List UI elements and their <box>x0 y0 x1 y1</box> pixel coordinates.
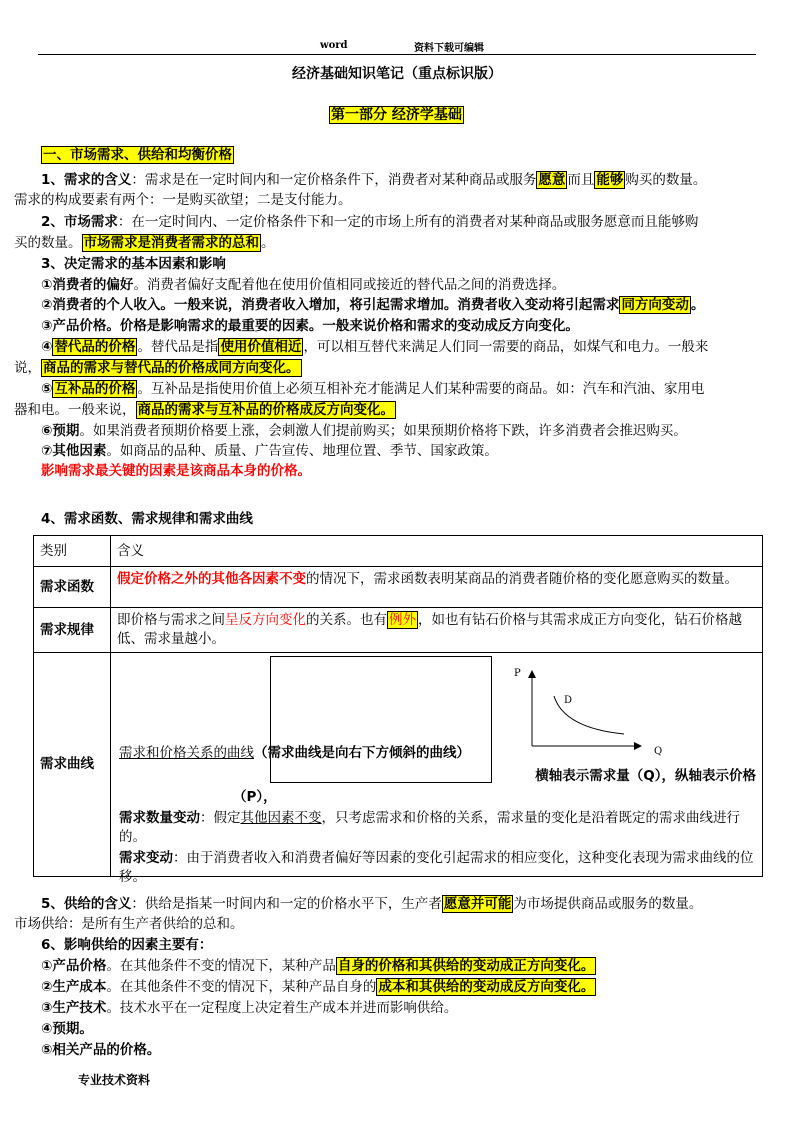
p5-text2: 为市场提供商品或服务的数量。 <box>513 896 703 912</box>
row-name-demand-curve: 需求曲线 <box>34 653 111 877</box>
axis-desc: 横轴表示需求量（Q），纵轴表示价格 <box>535 768 756 784</box>
p2-hl: 市场需求是消费者需求的总和 <box>83 235 259 251</box>
graph-q-label: Q <box>654 746 663 757</box>
axis-desc-2: （P）， <box>233 789 277 805</box>
f4-hl2: 使用价值相近 <box>220 339 302 355</box>
f5-hl2: 商品的需求与互补品的价格成反方向变化。 <box>137 402 394 418</box>
section-heading-text: 一、市场需求、供给和均衡价格 <box>43 147 232 163</box>
s1 <box>41 956 596 976</box>
s5: ⑤相关产品的价格。 <box>41 1042 161 1058</box>
p1-text3: 购买的数量。 <box>625 172 707 188</box>
qty-change <box>119 809 756 847</box>
f7-label: ⑦其他因素 <box>41 443 107 459</box>
curve-desc-bold: （需求曲线是向右下方倾斜的曲线） <box>254 745 470 761</box>
f4-text1: 。替代品是指 <box>137 339 219 355</box>
s2-text: 。在其他条件不变的情况下，某种产品自身的 <box>106 979 377 995</box>
f4-text2: ，可以相互替代来满足人们同一需要的商品，如煤气和电力。一般来 <box>303 339 709 355</box>
p1-hl2: 能够 <box>596 172 624 188</box>
table-header-meaning: 含义 <box>111 536 763 567</box>
f4-line2 <box>14 358 302 378</box>
f4-line1 <box>41 337 708 357</box>
f5-hl1: 互补品的价格 <box>54 381 136 397</box>
p5-label: 5、供给的含义 <box>41 896 132 912</box>
f6-label: ⑥预期 <box>41 423 80 439</box>
f7 <box>41 441 498 461</box>
p4-heading: 4、需求函数、需求规律和需求曲线 <box>41 511 253 527</box>
f2 <box>41 295 704 315</box>
f4-hl3: 商品的需求与替代品的价格成同方向变化。 <box>43 360 300 376</box>
s4: ④预期。 <box>41 1021 93 1037</box>
table-header-category: 类别 <box>34 536 111 567</box>
graph-p-label: P <box>514 668 521 679</box>
row-content-demand-law <box>111 608 763 653</box>
part-title <box>329 104 464 124</box>
p2-text2: 买的数量。 <box>14 235 82 251</box>
qty-text1: ：假定 <box>200 810 241 826</box>
r2-hl: 例外 <box>389 612 416 628</box>
f4-text3: 说， <box>14 360 41 376</box>
p5-line1 <box>41 894 702 914</box>
p2-line2 <box>14 233 275 253</box>
p6-heading: 6、影响供给的因素主要有： <box>41 937 213 953</box>
f5-text2: 器和电。一般来说， <box>14 402 136 418</box>
demand-change <box>119 849 756 887</box>
p1-text2: 而且 <box>567 172 595 188</box>
row-name-demand-law: 需求规律 <box>34 608 111 653</box>
table-header-row <box>34 536 763 567</box>
page-footer: 专业技术资料 <box>78 1073 151 1087</box>
s1-label: ①产品价格 <box>41 958 107 974</box>
demand-table <box>33 535 763 885</box>
page-header <box>38 38 756 55</box>
graph-y-arrow <box>528 670 536 678</box>
row-name-demand-function: 需求函数 <box>34 567 111 608</box>
f4-hl1: 替代品的价格 <box>54 339 136 355</box>
s3-label: ③生产技术 <box>41 1000 107 1016</box>
qty-text2: ，只考虑需求和价格的关系，需求量的变化是沿着既定的需求曲线进行的。 <box>119 810 740 845</box>
r1-text: 的情况下，需求函数表明某商品的消费者随价格的变化愿意购买的数量。 <box>306 571 738 587</box>
demand-curve-graph <box>506 658 666 758</box>
p5-line2: 市场供给：是所有生产者供给的总和。 <box>14 916 244 932</box>
r2-text1: 即价格与需求之间 <box>117 612 225 628</box>
table-row <box>34 608 763 653</box>
s3-text: 。技术水平在一定程度上决定着生产成本并进而影响供给。 <box>106 1000 458 1016</box>
key-note: 影响需求最关键的因素是该商品本身的价格。 <box>41 463 311 479</box>
f5-mark: ⑤ <box>41 381 53 397</box>
p3-label: 3、决定需求的基本因素和影响 <box>41 256 226 272</box>
row-content-demand-curve <box>111 653 763 885</box>
r2-text3: ，如也有钻石价格与其需求成正方向变化，钻石价格越低、需求量越小。 <box>117 612 742 647</box>
graph-placeholder-box <box>270 656 492 783</box>
qty-label: 需求数量变动 <box>119 810 200 826</box>
f5-text1: 。互补品是指使用价值上必须互相补充才能满足人们某种需要的商品。如：汽车和汽油、家用电 <box>137 381 705 397</box>
s2 <box>41 977 596 997</box>
s1-text: 。在其他条件不变的情况下，某种产品 <box>106 958 336 974</box>
p2-end: 。 <box>261 235 275 251</box>
curve-desc-text: 需求和价格关系的曲线 <box>119 745 254 761</box>
s1-hl: 自身的价格和其供给的变动成正方向变化。 <box>337 958 595 974</box>
f3: ③产品价格。价格是影响需求的最重要的因素。一般来说价格和需求的变动成反方向变化。 <box>41 318 579 334</box>
r2-red: 呈反方向变化 <box>225 612 306 628</box>
f6-text: 。如果消费者预期价格要上涨，会刺激人们提前购买；如果预期价格将下跌，许多消费者会推迟购买。 <box>79 423 687 439</box>
f2-end: 。 <box>690 297 705 313</box>
p2-label: 2、市场需求 <box>41 214 118 230</box>
f1-label: ①消费者的偏好 <box>41 277 134 293</box>
row-content-demand-function <box>111 567 763 608</box>
s3 <box>41 998 457 1018</box>
p1-line1 <box>41 170 706 190</box>
s2-hl: 成本和其供给的变动成反方向变化。 <box>378 979 595 995</box>
f1-text: 。消费者偏好支配着他在使用价值相同或接近的替代品之间的消费选择。 <box>133 277 566 293</box>
chg-label: 需求变动 <box>119 850 173 866</box>
r1-red: 假定价格之外的其他各因素不变 <box>117 571 306 587</box>
chg-text: ：由于消费者收入和消费者偏好等因素的变化引起需求的相应变化，这种变化表现为需求曲线的位移。 <box>119 850 754 885</box>
qty-hl: 其他因素不变 <box>240 810 322 826</box>
table-row <box>34 653 763 877</box>
f6 <box>41 421 687 441</box>
p1-label: 1、需求的含义 <box>41 172 132 188</box>
part-highlight: 第一部分 经济学基础 <box>331 107 462 123</box>
graph-x-arrow <box>634 742 642 750</box>
f1 <box>41 275 565 295</box>
r2-text2: 的关系。也有 <box>306 612 387 628</box>
p3 <box>41 254 226 274</box>
p5-text1: ：供给是指某一时间内和一定的价格水平下，生产者 <box>131 896 442 912</box>
graph-d-label: D <box>564 695 573 706</box>
curve-desc <box>119 744 470 763</box>
table-row <box>34 567 763 608</box>
p1-line2: 需求的构成要素有两个：一是购买欲望；二是支付能力。 <box>14 192 352 208</box>
f5-line2 <box>14 400 396 420</box>
f4-mark: ④ <box>41 339 53 355</box>
f2-hl: 同方向变动 <box>621 297 689 313</box>
p5-hl: 愿意并可能 <box>443 896 512 912</box>
header-left: word <box>320 40 348 51</box>
p1-text1: ：需求是在一定时间内和一定价格条件下，消费者对某种商品或服务 <box>131 172 537 188</box>
s2-label: ②生产成本 <box>41 979 107 995</box>
f5-line1 <box>41 379 704 399</box>
header-right: 资料下载可编辑 <box>414 43 484 54</box>
p2-text1: ：在一定时间内、一定价格条件下和一定的市场上所有的消费者对某种商品或服务愿意而且能够购 <box>117 214 699 230</box>
section-heading <box>41 145 234 165</box>
f7-text: 。如商品的品种、质量、广告宣传、地理位置、季节、国家政策。 <box>106 443 498 459</box>
f2-text: ②消费者的个人收入。一般来说，消费者收入增加，将引起需求增加。消费者收入变动将引起需求 <box>41 297 620 313</box>
p2-line1 <box>41 212 698 232</box>
doc-title: 经济基础知识笔记（重点标识版） <box>292 66 502 82</box>
p1-hl1: 愿意 <box>538 172 566 188</box>
